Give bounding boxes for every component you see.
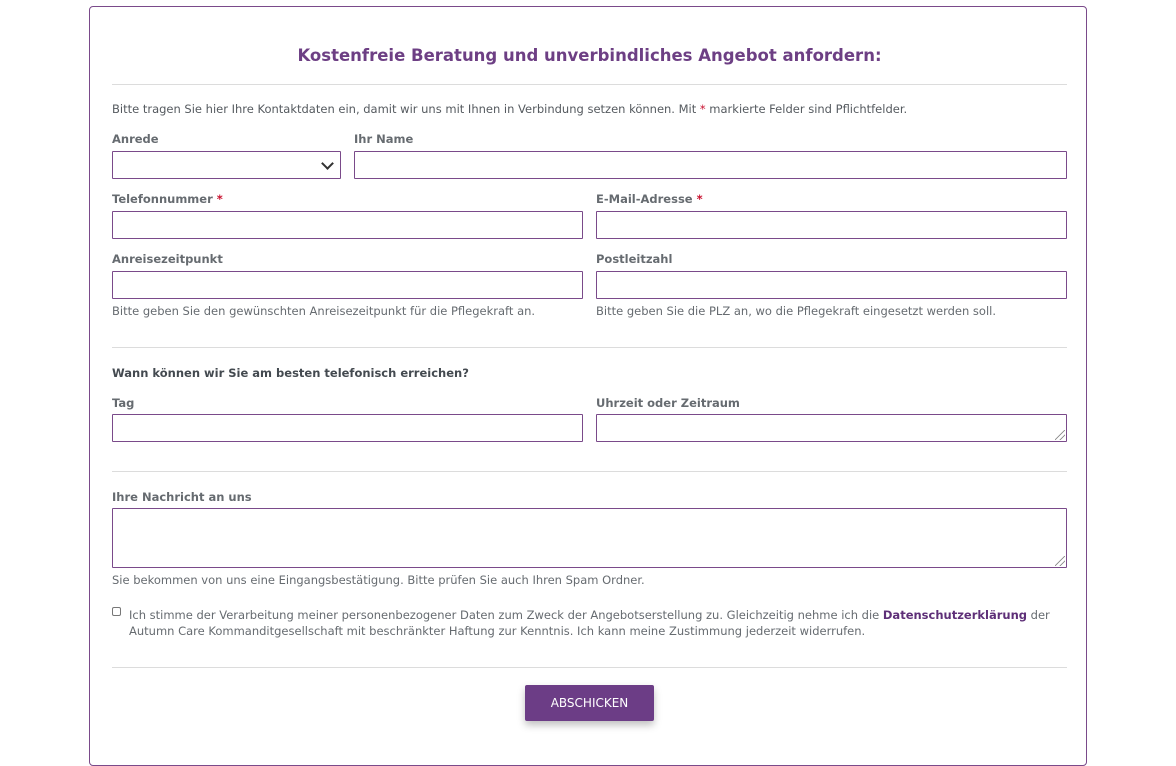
day-input[interactable] (112, 414, 583, 442)
zip-help: Bitte geben Sie die PLZ an, wo die Pflegekraft eingesetzt werden soll. (596, 304, 997, 318)
callback-question: Wann können wir Sie am besten telefonisch erreichen? (112, 366, 469, 380)
day-label: Tag (112, 396, 135, 410)
divider (112, 84, 1067, 85)
form-card (89, 6, 1087, 766)
privacy-policy-link[interactable]: Datenschutzerklärung (882, 608, 1028, 622)
required-asterisk: * (216, 192, 223, 206)
time-label: Uhrzeit oder Zeitraum (596, 396, 740, 410)
form-title: Kostenfreie Beratung und unverbindliches Angebot anfordern: (297, 46, 882, 65)
arrival-input[interactable] (112, 271, 583, 299)
submit-button[interactable]: ABSCHICKEN (525, 685, 654, 721)
email-label-text: E-Mail-Adresse (596, 192, 693, 206)
email-label (596, 192, 703, 206)
message-help: Sie bekommen von uns eine Eingangsbestätigung. Bitte prüfen Sie auch Ihren Spam Ordner. (112, 573, 645, 587)
message-textarea[interactable] (112, 508, 1067, 568)
form-intro (112, 102, 907, 116)
arrival-label: Anreisezeitpunkt (112, 252, 223, 266)
divider (112, 471, 1067, 472)
phone-label-text: Telefonnummer (112, 192, 213, 206)
zip-input[interactable] (596, 271, 1067, 299)
consent-text-end: der Autumn Care Kommanditgesellschaft mit beschränkter Haftung zur Kenntnis. Ich kann meine Zustimmung jederzeit widerrufen. (129, 608, 1050, 638)
chevron-down-icon (321, 157, 334, 170)
intro-text-end: markierte Felder sind Pflichtfelder. (705, 102, 908, 116)
phone-label (112, 192, 223, 206)
email-input[interactable] (596, 211, 1067, 239)
phone-input[interactable] (112, 211, 583, 239)
time-textarea[interactable] (596, 414, 1067, 442)
name-label: Ihr Name (354, 132, 414, 146)
divider (112, 667, 1067, 668)
required-asterisk: * (696, 192, 703, 206)
consent-checkbox[interactable] (112, 607, 121, 616)
consent-text (129, 608, 1069, 639)
required-asterisk: * (699, 102, 706, 116)
message-label: Ihre Nachricht an uns (112, 490, 252, 504)
resize-handle-icon[interactable] (1055, 556, 1065, 566)
arrival-help: Bitte geben Sie den gewünschten Anreisezeitpunkt für die Pflegekraft an. (112, 304, 536, 318)
consent-text-start: Ich stimme der Verarbeitung meiner personenbezogener Daten zum Zweck der Angebotserstellung zu. Gleichzeitig nehme ich die (129, 608, 883, 622)
zip-label: Postleitzahl (596, 252, 673, 266)
salutation-select[interactable] (112, 151, 341, 179)
resize-handle-icon[interactable] (1055, 430, 1065, 440)
divider (112, 347, 1067, 348)
name-input[interactable] (354, 151, 1067, 179)
salutation-label: Anrede (112, 132, 159, 146)
intro-text: Bitte tragen Sie hier Ihre Kontaktdaten ein, damit wir uns mit Ihnen in Verbindung setzen können. Mit (112, 102, 700, 116)
